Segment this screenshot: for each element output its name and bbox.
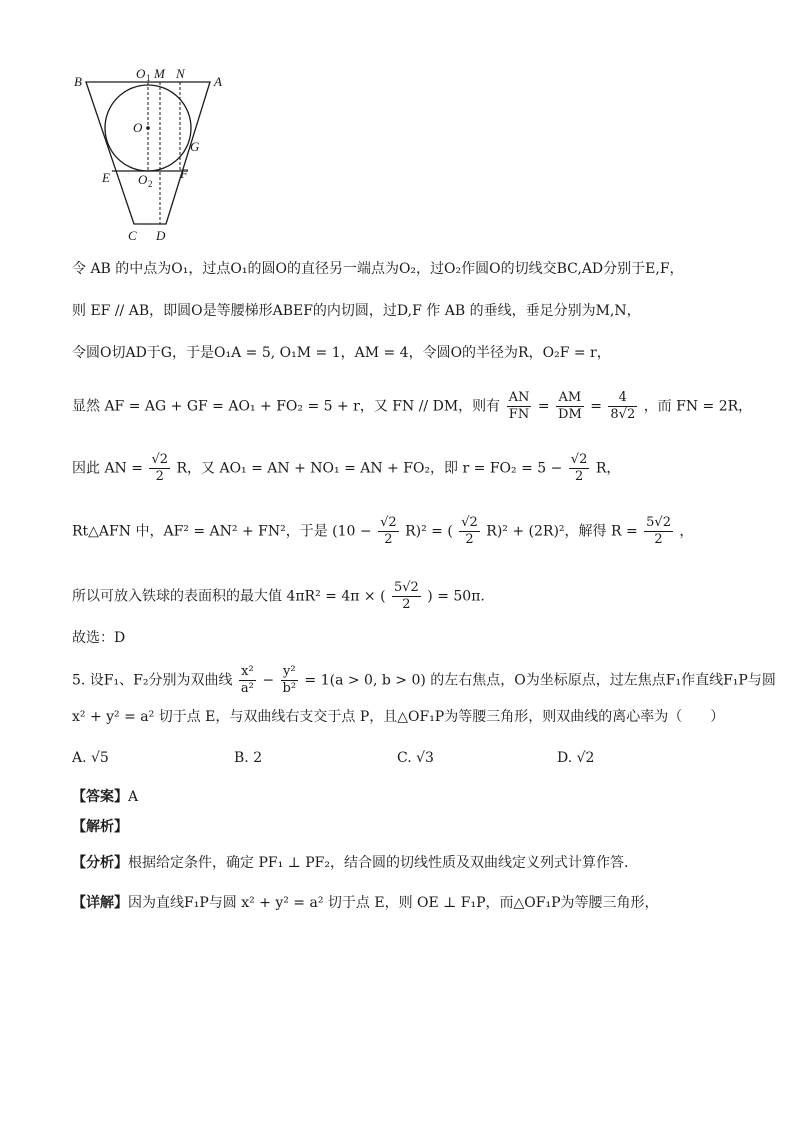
fraction-x2-a2: $\frac{\text{x²}}{\text{a²}}$ [240, 664, 254, 696]
trapezoid-figure [70, 64, 240, 244]
line5-text-c: R， [595, 460, 621, 477]
center-dot [146, 126, 150, 130]
solution-line-7 [72, 580, 485, 613]
label-F: F [180, 166, 188, 181]
solution-line-6 [72, 515, 693, 548]
q5-text-b: = 1(a > 0, b > 0) 的左右焦点，O为坐标原点，过左焦点F₁作直线F₁P与圆 [304, 672, 776, 689]
fenxi-line [72, 853, 628, 873]
fraction-root2-over-2: $\frac{√2}{2}$ [151, 452, 169, 484]
solution-line-3: 令圆O切AD于G，于是O₁A = 5, O₁M = 1，AM = 4，令圆O的半径为R，O₂F = r， [72, 345, 611, 361]
fraction-l6-3: $\frac{5√2}{2}$ [646, 515, 671, 547]
xiangjie-tag: 【详解】 [72, 895, 128, 911]
label-G: G [190, 139, 200, 154]
fraction-y2-b2: $\frac{\text{y²}}{\text{b²}}$ [282, 664, 297, 696]
label-B: B [74, 74, 82, 89]
q5-text-a: 5. 设F₁、F₂分别为双曲线 [72, 672, 233, 689]
line7-text-b: ) = 50π. [427, 588, 485, 605]
option-d: D. √2 [557, 750, 595, 766]
xiangjie-text: 因为直线F₁P与圆 x² + y² = a² 切于点 E，则 OE ⊥ F₁P，而△OF₁P为等腰三角形， [128, 895, 659, 911]
fenxi-text: 根据给定条件，确定 PF₁ ⊥ PF₂，结合圆的切线性质及双曲线定义列式计算作答. [128, 855, 629, 871]
label-O2-sub: 2 [148, 179, 153, 189]
label-N: N [176, 66, 185, 81]
line6-text-b: R)² = ( [405, 523, 453, 540]
answer-tag: 【答案】 [72, 789, 128, 805]
line6-text-a: Rt△AFN 中，AF² = AN² + FN²，于是 (10 − [72, 523, 372, 540]
option-c: C. √3 [397, 750, 434, 766]
line7-text-a: 所以可放入铁球的表面积的最大值 4πR² = 4π × ( [72, 588, 386, 605]
label-D: D [156, 228, 166, 243]
choice-line: 故选：D [72, 630, 126, 646]
fraction-am-dm: $\frac{AM}{DM}$ [558, 390, 582, 422]
option-a: A. √5 [72, 750, 109, 766]
line5-text-a: 因此 AN = [72, 460, 143, 477]
label-O1: O [136, 66, 146, 81]
label-C: C [128, 228, 137, 243]
option-b: B. 2 [234, 750, 263, 766]
question-5-line-2: x² + y² = a² 切于点 E，与双曲线右支交于点 P，且△OF₁P为等腰三角形，则双曲线的离心率为（ ） [72, 709, 725, 725]
xiangjie-line [72, 893, 659, 913]
solution-line-2: 则 EF // AB，即圆O是等腰梯形ABEF的内切圆，过D,F 作 AB 的垂线，垂足分别为M,N， [72, 303, 641, 319]
equals-sign-2: = [590, 398, 602, 415]
analysis-line [72, 817, 128, 837]
label-M: M [154, 66, 165, 81]
line6-text-d: ， [679, 523, 694, 540]
label-E: E [102, 170, 110, 185]
fraction-an-fn: $\frac{AN}{FN}$ [508, 390, 530, 422]
solution-line-4 [72, 390, 752, 423]
line4-text-c: ，而 FN = 2R， [643, 398, 753, 415]
fenxi-tag: 【分析】 [72, 855, 128, 871]
label-O: O [133, 120, 143, 135]
fraction-l6-1: $\frac{√2}{2}$ [380, 515, 397, 547]
label-O1-sub: 1 [146, 73, 151, 83]
line4-text-a: 显然 AF = AG + GF = AO₁ + FO₂ = 5 + r，又 FN // DM，则有 [72, 398, 501, 415]
fraction-l6-2: $\frac{√2}{2}$ [461, 515, 478, 547]
answer-value: A [128, 789, 139, 805]
line5-text-b: R，又 AO₁ = AN + NO₁ = AN + FO₂，即 r = FO₂ = 5 − [176, 460, 563, 477]
answer-line [72, 787, 138, 807]
fraction-root2-over-2-b: $\frac{√2}{2}$ [570, 452, 588, 484]
minus-sign: − [262, 672, 275, 689]
fraction-5root2-over-2: $\frac{5√2}{2}$ [394, 580, 419, 612]
question-5-line-1 [72, 664, 776, 697]
fraction-4-8root2: $\frac{4}{8√2}$ [610, 390, 636, 422]
solution-line-1: 令 AB 的中点为O₁，过点O₁的圆O的直径另一端点为O₂，过O₂作圆O的切线交BC,AD分别于E,F， [72, 261, 684, 277]
solution-line-5 [72, 452, 620, 485]
equals-sign: = [537, 398, 550, 415]
analysis-tag: 【解析】 [72, 819, 128, 835]
line6-text-c: R)² + (2R)²，解得 R = [486, 523, 638, 540]
label-O2: O [138, 172, 148, 187]
label-A: A [214, 74, 222, 89]
